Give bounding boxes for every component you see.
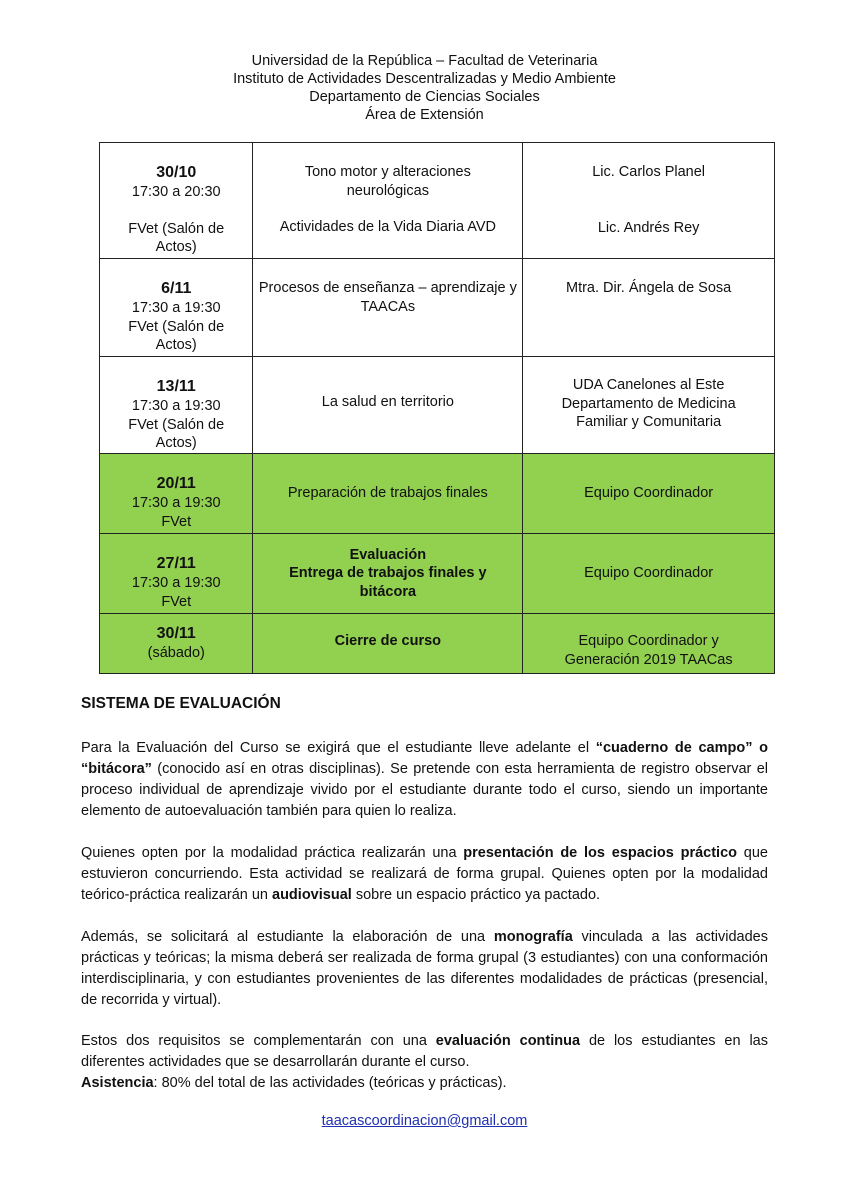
session-date: 6/11 bbox=[161, 280, 192, 297]
topic-cell bbox=[253, 454, 523, 534]
header-area: Área de Extensión bbox=[365, 107, 484, 123]
session-time: 17:30 a 19:30 bbox=[131, 398, 221, 414]
footer bbox=[0, 1113, 849, 1129]
speaker-cell bbox=[523, 614, 775, 674]
speaker-cell bbox=[523, 357, 775, 454]
date-cell bbox=[100, 259, 253, 357]
schedule-table bbox=[99, 142, 775, 674]
table-row bbox=[100, 614, 775, 674]
speaker-cell bbox=[523, 534, 775, 614]
table-row bbox=[100, 454, 775, 534]
header-institute: Instituto de Actividades Descentralizadas y Medio Ambiente bbox=[233, 71, 616, 87]
session-date: 30/11 bbox=[156, 625, 196, 642]
section-title: SISTEMA DE EVALUACIÓN bbox=[81, 695, 281, 712]
speaker-name: Lic. Andrés Rey bbox=[597, 219, 700, 236]
paragraph-field-notebook: Para la Evaluación del Curso se exigirá que el estudiante lleve adelante el “cuaderno de campo” o “bitácora” (conocido así en otras disciplinas). Se pretende con esta herramienta de registro observar el proceso individual de aprendizaje vivido por el estudiante durante todo el curso, siendo un importante elemento de autoevaluación también para quien lo realiza. bbox=[81, 740, 768, 819]
session-time: 17:30 a 19:30 bbox=[131, 495, 221, 511]
session-date: 13/11 bbox=[156, 378, 196, 395]
session-topic: Procesos de enseñanza – aprendizaje y TAACAs bbox=[258, 280, 517, 315]
bold-term: audiovisual bbox=[272, 887, 352, 903]
session-time: (sábado) bbox=[147, 645, 205, 661]
table-row bbox=[100, 357, 775, 454]
session-topic: Tono motor y alteraciones neurológicas bbox=[304, 164, 471, 199]
session-topic: Entrega de trabajos finales y bitácora bbox=[289, 565, 487, 600]
paragraph-practical-modality: Quienes opten por la modalidad práctica realizarán una presentación de los espacios práctico que estuvieron concurriendo. Esta actividad se realizará de forma grupal. Quienes opten por la modalidad teórico-práctica realizarán un audiovisual sobre un espacio práctico ya pactado. bbox=[81, 845, 768, 903]
bold-term: “cuaderno de campo” o “bitácora” bbox=[81, 740, 768, 777]
session-date: 30/10 bbox=[156, 164, 197, 181]
session-place: FVet (Salón de Actos) bbox=[128, 220, 225, 255]
attendance-label: Asistencia bbox=[81, 1075, 154, 1091]
paragraph-continuous-evaluation: Estos dos requisitos se complementarán con una evaluación continua de los estudiantes en las diferentes actividades que se desarrollarán durante el curso. Asistencia: 80% del total de las actividades (teóricas y prácticas). bbox=[81, 1031, 768, 1094]
date-cell bbox=[100, 614, 253, 674]
session-topic: Evaluación bbox=[349, 546, 427, 563]
session-place: FVet (Salón de Actos) bbox=[128, 416, 225, 451]
bold-term: monografía bbox=[493, 929, 573, 945]
session-place: FVet bbox=[161, 593, 192, 610]
topic-cell bbox=[253, 259, 523, 357]
document-header bbox=[0, 52, 849, 124]
attendance-line: Asistencia: 80% del total de las actividades (teóricas y prácticas). bbox=[81, 1075, 507, 1091]
header-department: Departamento de Ciencias Sociales bbox=[309, 89, 540, 105]
speaker-name: Equipo Coordinador bbox=[584, 485, 714, 502]
date-cell bbox=[100, 143, 253, 259]
header-university: Universidad de la República – Facultad de Veterinaria bbox=[251, 53, 598, 69]
speaker-name: Mtra. Dir. Ángela de Sosa bbox=[566, 280, 732, 296]
table-row bbox=[100, 143, 775, 259]
session-time: 17:30 a 19:30 bbox=[131, 300, 221, 316]
topic-cell bbox=[253, 357, 523, 454]
speaker-cell bbox=[523, 454, 775, 534]
speaker-name: Equipo Coordinador bbox=[584, 565, 714, 582]
speaker-name: UDA Canelones al Este Departamento de Medicina Familiar y Comunitaria bbox=[561, 377, 736, 430]
speaker-name: Equipo Coordinador y Generación 2019 TAACas bbox=[564, 633, 733, 668]
session-place: FVet (Salón de Actos) bbox=[128, 318, 225, 353]
paragraph-monograph: Además, se solicitará al estudiante la elaboración de una monografía vinculada a las actividades prácticas y teóricas; la misma deberá ser realizada de forma grupal (3 estudiantes) con una conformación interdisciplinaria, y con estudiantes provenientes de las diferentes modalidades de prácticas (presencial, de recorrida y virtual). bbox=[81, 929, 768, 1008]
session-time: 17:30 a 20:30 bbox=[131, 184, 221, 200]
speaker-cell bbox=[523, 259, 775, 357]
topic-cell bbox=[253, 143, 523, 259]
session-topic: Cierre de curso bbox=[334, 633, 442, 649]
date-cell bbox=[100, 357, 253, 454]
bold-term: presentación de los espacios práctico bbox=[463, 845, 737, 861]
table-row bbox=[100, 259, 775, 357]
session-place: FVet bbox=[161, 513, 192, 530]
session-topic: Actividades de la Vida Diaria AVD bbox=[279, 219, 496, 235]
session-date: 27/11 bbox=[156, 555, 196, 572]
date-cell bbox=[100, 454, 253, 534]
speaker-cell bbox=[523, 143, 775, 259]
email-link[interactable]: taacascoordinacion@gmail.com bbox=[321, 1113, 528, 1129]
session-time: 17:30 a 19:30 bbox=[131, 575, 221, 591]
table-row bbox=[100, 534, 775, 614]
session-topic: La salud en territorio bbox=[321, 393, 454, 410]
session-date: 20/11 bbox=[156, 475, 196, 492]
date-cell bbox=[100, 534, 253, 614]
bold-term: evaluación continua bbox=[435, 1033, 581, 1049]
topic-cell bbox=[253, 614, 523, 674]
session-topic: Preparación de trabajos finales bbox=[287, 485, 488, 502]
speaker-name: Lic. Carlos Planel bbox=[592, 164, 706, 180]
topic-cell bbox=[253, 534, 523, 614]
